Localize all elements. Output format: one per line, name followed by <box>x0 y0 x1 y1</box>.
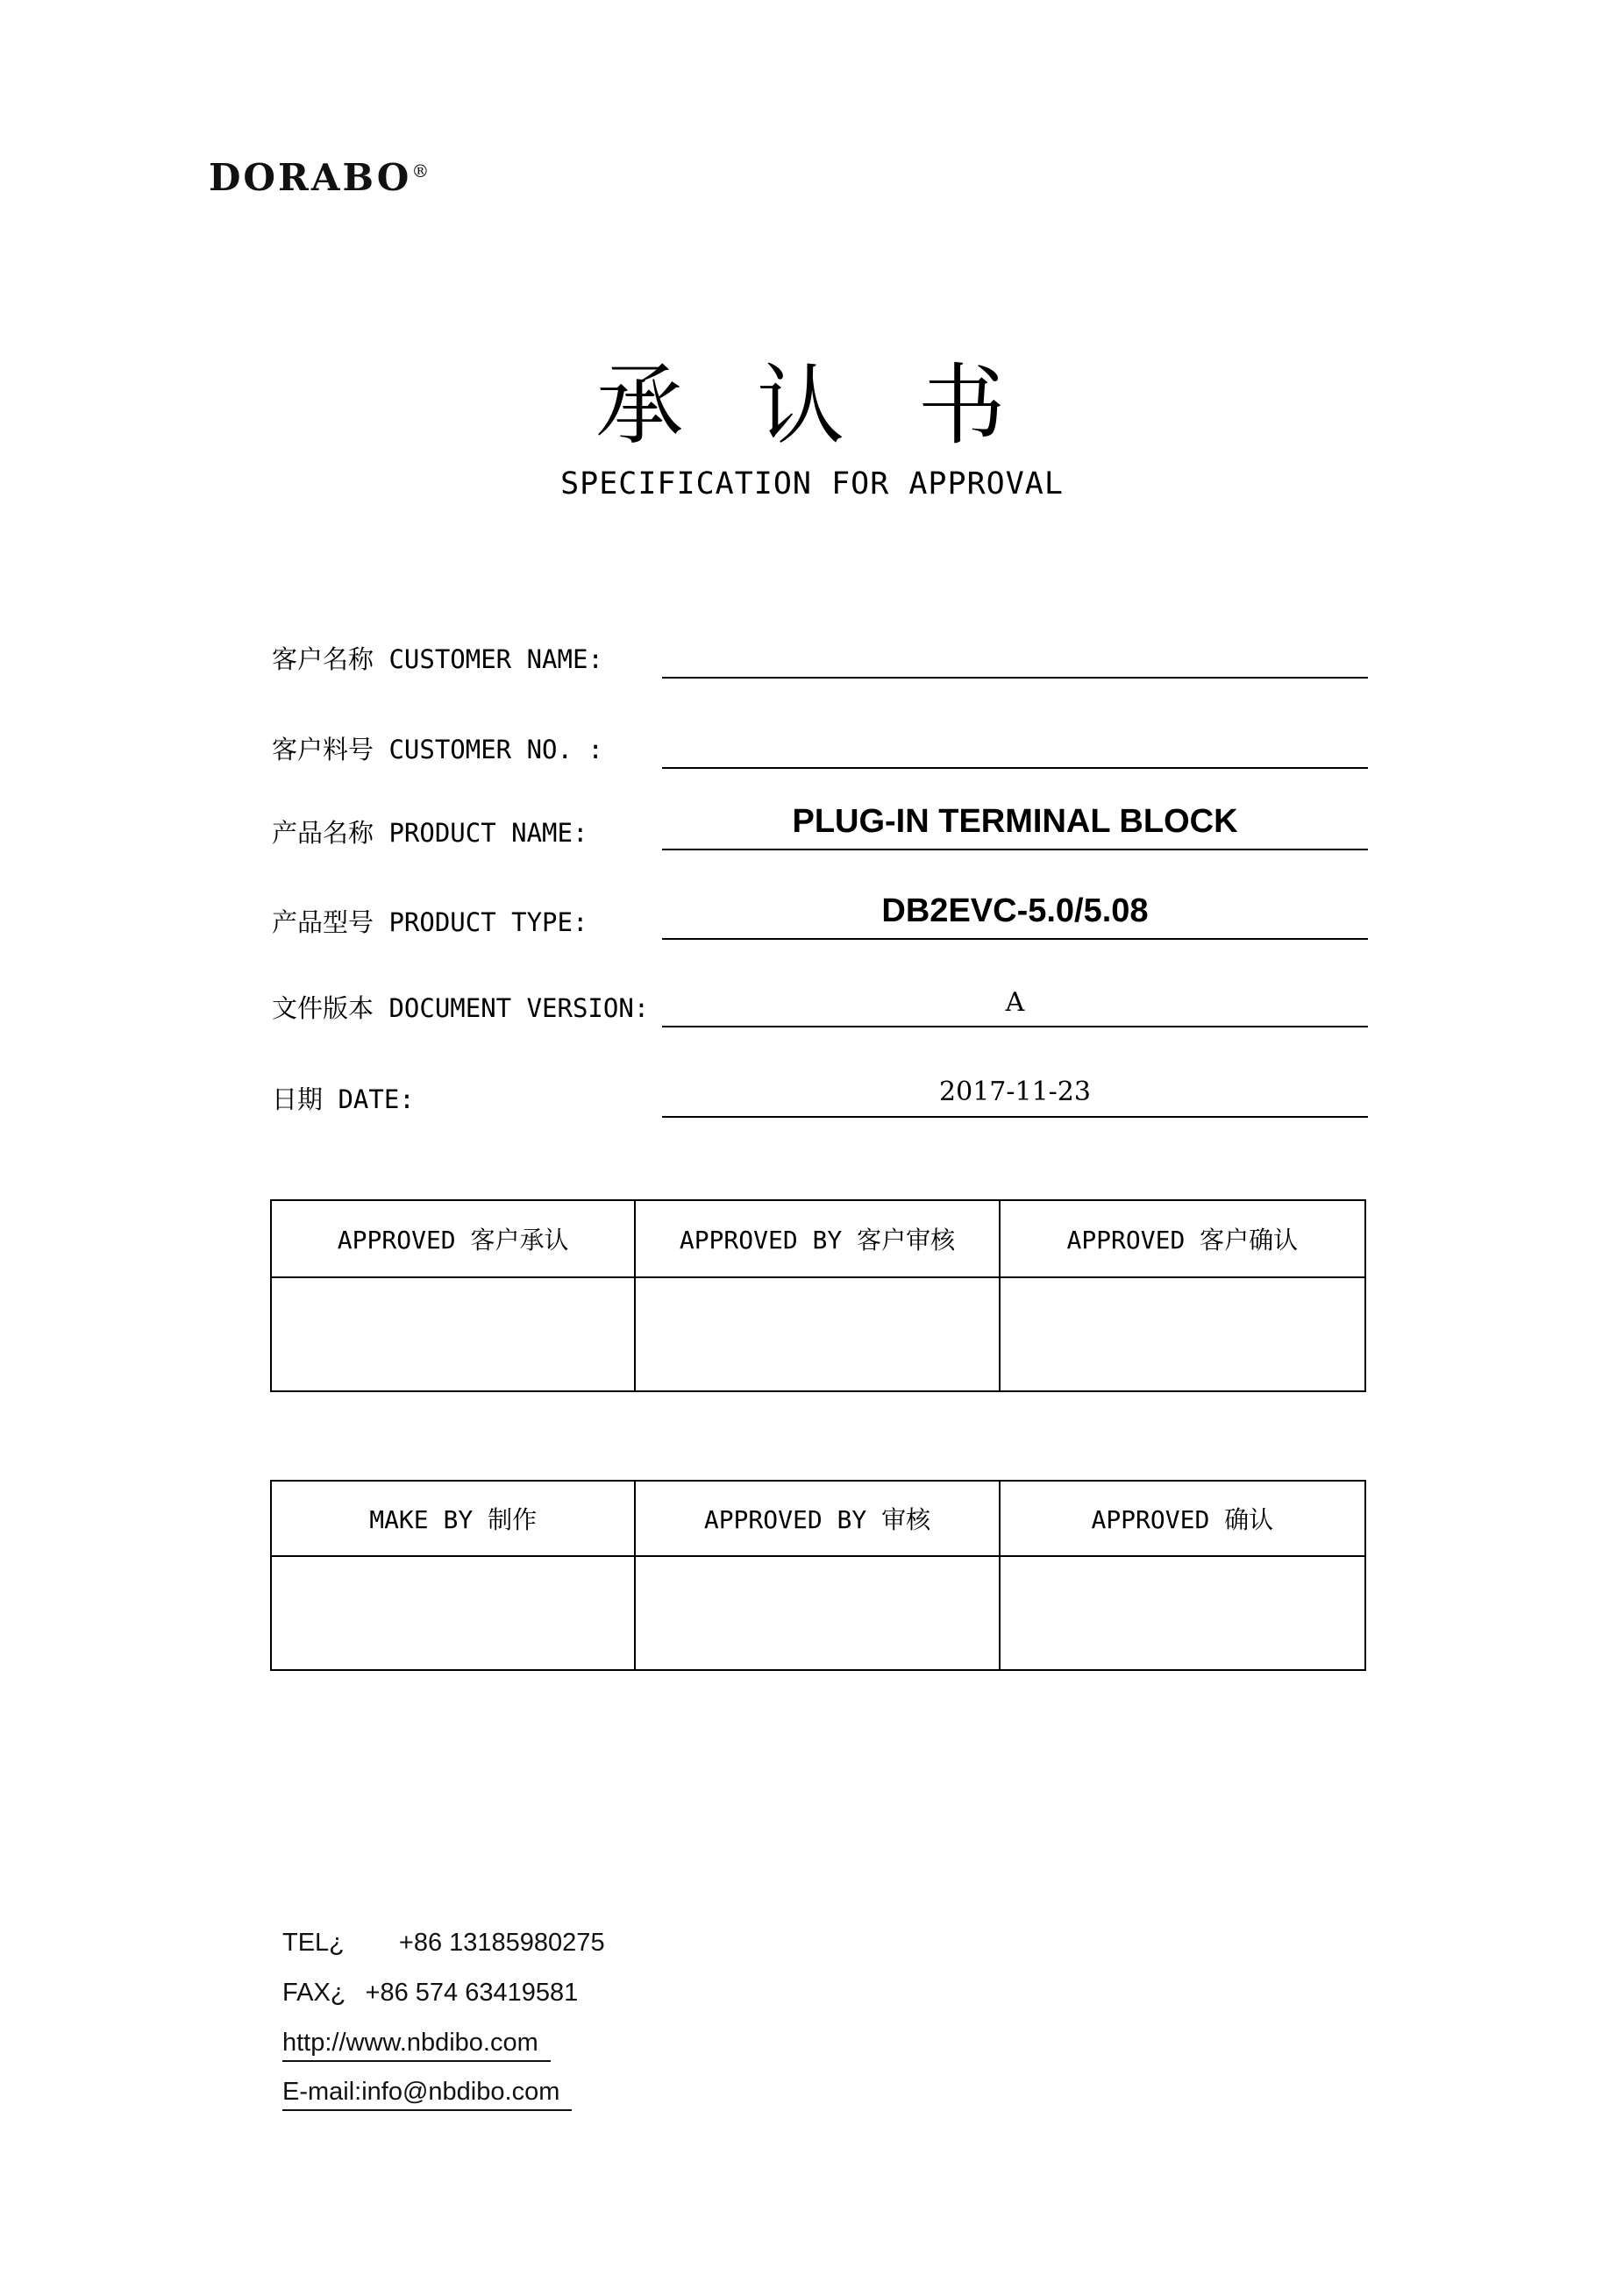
document-version-value: A <box>1005 987 1025 1018</box>
tel-label: TEL¿ <box>282 1929 345 1957</box>
document-version-label: 文件版本 DOCUMENT VERSION: <box>272 993 650 1023</box>
internal-header-approved-by: APPROVED BY 审核 <box>636 1482 1000 1557</box>
logo-text: DORABO <box>209 156 412 199</box>
fax-label: FAX¿ <box>282 1979 346 2007</box>
customer-approval-signature-cell <box>1001 1278 1364 1390</box>
fax-number: +86 574 63419581 <box>365 1979 579 2007</box>
email-link[interactable]: E-mail:info@nbdibo.com <box>282 2078 572 2111</box>
dorabo-logo <box>209 156 429 199</box>
document-version-underline <box>662 1026 1368 1027</box>
internal-approval-table <box>270 1480 1366 1671</box>
product-name-underline <box>662 849 1368 850</box>
tel-row <box>282 1929 605 1958</box>
customer-approval-signature-cell <box>636 1278 1000 1390</box>
customer-approval-header-approved-by: APPROVED BY 客户审核 <box>636 1201 1000 1278</box>
document-title-english: SPECIFICATION FOR APPROVAL <box>560 466 1064 501</box>
date-label: 日期 DATE: <box>272 1084 415 1114</box>
internal-header-make-by: MAKE BY 制作 <box>272 1482 636 1557</box>
customer-approval-header-approved: APPROVED 客户承认 <box>272 1201 636 1278</box>
date-underline <box>662 1116 1368 1118</box>
product-type-label: 产品型号 PRODUCT TYPE: <box>272 907 588 937</box>
date-value: 2017-11-23 <box>939 1077 1091 1107</box>
website-link[interactable]: http://www.nbdibo.com <box>282 2029 551 2062</box>
customer-no-label: 客户料号 CUSTOMER NO. : <box>272 735 603 764</box>
customer-approval-signature-cell <box>272 1278 636 1390</box>
product-type-underline <box>662 938 1368 940</box>
product-name-value: PLUG-IN TERMINAL BLOCK <box>792 803 1238 840</box>
customer-approval-table <box>270 1199 1366 1392</box>
internal-signature-cell <box>1001 1557 1364 1669</box>
product-type-value: DB2EVC-5.0/5.08 <box>881 892 1149 929</box>
customer-name-underline <box>662 677 1368 679</box>
internal-signature-cell <box>272 1557 636 1669</box>
product-name-label: 产品名称 PRODUCT NAME: <box>272 818 588 848</box>
internal-header-approved: APPROVED 确认 <box>1001 1482 1364 1557</box>
registered-trademark-icon: ® <box>411 160 430 181</box>
customer-approval-header-confirm: APPROVED 客户确认 <box>1001 1201 1364 1278</box>
customer-no-underline <box>662 767 1368 769</box>
fax-row <box>282 1979 605 2008</box>
internal-signature-cell <box>636 1557 1000 1669</box>
tel-number: +86 13185980275 <box>398 1929 605 1957</box>
customer-name-label: 客户名称 CUSTOMER NAME: <box>272 644 603 674</box>
contact-block <box>282 1929 605 2127</box>
document-title-chinese: 承 认 书 <box>595 354 1029 457</box>
